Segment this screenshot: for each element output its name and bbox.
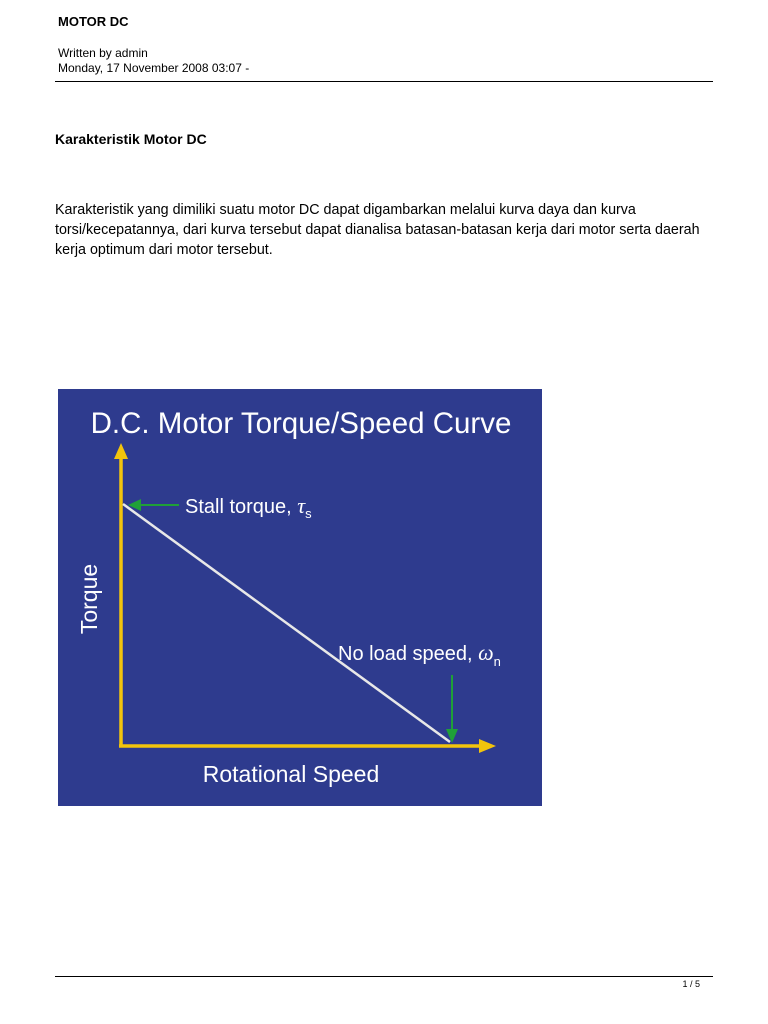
torque-speed-figure (58, 389, 542, 806)
stall-torque-label: Stall torque, $\tau_s$ (185, 493, 312, 521)
article-meta (58, 46, 249, 76)
footer-divider (55, 976, 713, 977)
page-number: 1 / 5 (682, 979, 700, 989)
x-axis-label: Rotational Speed (202, 761, 380, 787)
section-heading: Karakteristik Motor DC (55, 131, 207, 147)
author-line: Written by admin (58, 46, 148, 60)
x-axis-arrowhead (479, 739, 496, 753)
y-axis-label: Torque (76, 563, 102, 635)
y-axis-arrowhead (114, 443, 128, 459)
document-title: MOTOR DC (58, 14, 129, 29)
figure-title: D.C. Motor Torque/Speed Curve (90, 407, 512, 440)
header-divider (55, 81, 713, 82)
torque-speed-line (123, 504, 450, 742)
no-load-speed-label: No load speed, $\omega_n$ (338, 640, 501, 669)
torque-speed-diagram (58, 389, 542, 806)
body-paragraph: Karakteristik yang dimiliki suatu motor DC dapat digambarkan melalui kurva daya dan kurva torsi/kecepatannya, dari kurva tersebut dapat dianalisa batasan-batasan kerja dari motor serta daerah kerja optimum dari motor tersebut. (55, 202, 700, 258)
date-line: Monday, 17 November 2008 03:07 - (58, 61, 250, 75)
